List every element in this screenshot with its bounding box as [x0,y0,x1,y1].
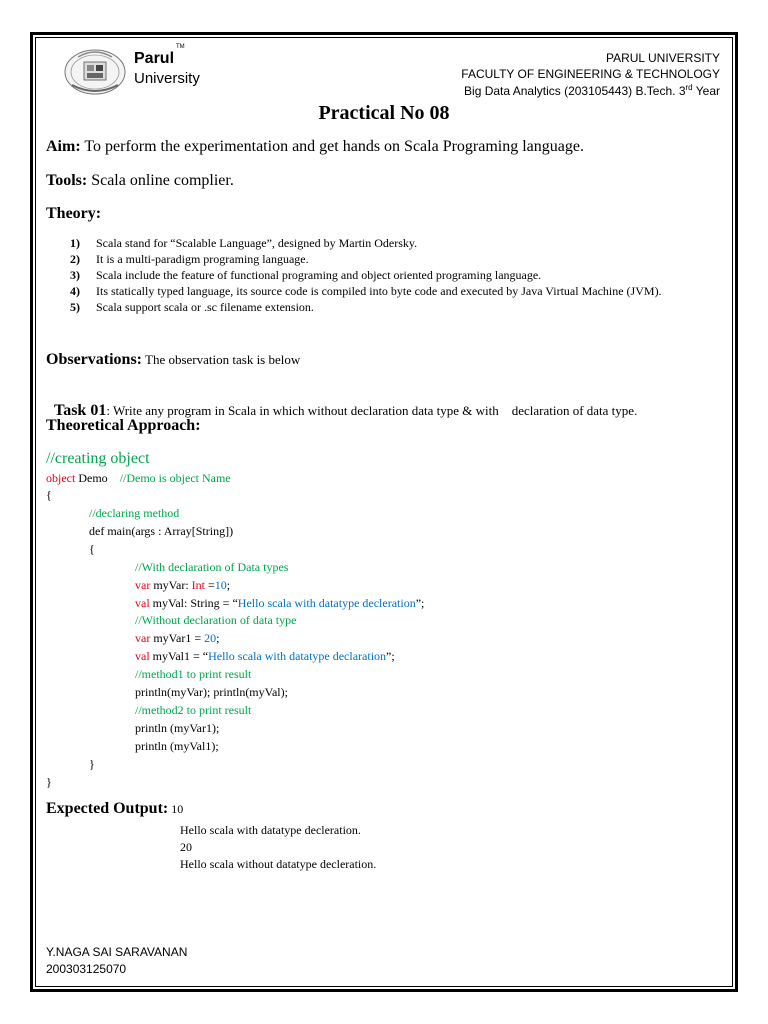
theory-heading: Theory: [46,205,102,222]
theory-item: 1) Scala stand for “Scalable Language”, designed by Martin Odersky. [70,236,418,250]
footer-student-id: 200303125070 [46,962,127,976]
expected-output-label: Expected Output: [46,800,169,817]
code-def-main: def main(args : Array[String]) [89,524,234,538]
tools-line [46,172,234,190]
logo-trademark: TM [176,44,185,50]
observations-line [46,351,300,369]
code-println-1: println(myVar); println(myVal); [135,685,288,699]
theory-item: 5) Scala support scala or .sc filename extension. [70,300,314,314]
code-comment-creating: //creating object [46,450,150,467]
code-comment-with: //With declaration of Data types [135,560,289,574]
code-brace-close-inner: } [89,757,95,771]
expected-output-line-2: 20 [180,840,192,854]
code-line-var-myvar1: var myVar1 = 20; [135,631,220,645]
code-comment-without: //Without declaration of data type [135,613,297,627]
theory-item: 3) Scala include the feature of functional programing and object oriented programing language. [70,268,542,282]
code-comment-method: //declaring method [89,506,180,520]
code-comment-method2: //method2 to print result [135,703,252,717]
aim-text: To perform the experimentation and get hands on Scala Programing language. [80,138,584,155]
code-println-2: println (myVar1); [135,721,220,735]
expected-output-line [46,800,183,818]
code-brace-open: { [46,488,52,502]
code-brace-close: } [46,775,52,789]
aim-line [46,138,584,156]
expected-output-line-1: Hello scala with datatype decleration. [180,823,361,837]
code-comment-method1: //method1 to print result [135,667,252,681]
aim-label: Aim: [46,138,81,155]
expected-output-line-3: Hello scala without datatype decleration. [180,857,377,871]
expected-output-first: 10 [168,802,184,816]
task-text: : Write any program in Scala in which without declaration data type & with declaration of data type. [106,403,638,418]
code-println-3: println (myVal1); [135,739,219,753]
observations-text: The observation task is below [142,352,301,367]
theory-list [70,236,720,316]
task-label: Task 01 [54,402,107,419]
approach-heading: Theoretical Approach: [46,417,201,434]
page-title: Practical No 08 [318,102,450,124]
theory-item: 4) Its statically typed language, its source code is compiled into byte code and executed by Java Virtual Machine (JVM). [70,284,662,298]
code-line-var-myvar: var myVar: Int =10; [135,578,231,592]
tools-text: Scala online complier. [87,172,234,189]
code-object-line: object Demo //Demo is object Name [46,471,231,485]
theory-item: 2) It is a multi-paradigm programing language. [70,252,309,266]
header-faculty: FACULTY OF ENGINEERING & TECHNOLOGY [461,67,720,81]
observations-label: Observations: [46,351,142,368]
header-university: PARUL UNIVERSITY [605,51,720,65]
task-line [46,384,637,420]
tools-label: Tools: [46,172,88,189]
code-brace-open-inner: { [89,542,95,556]
code-line-val-myval: val myVal: String = “Hello scala with datatype decleration”; [135,596,425,610]
footer-student-name: Y.NAGA SAI SARAVANAN [46,945,188,959]
logo-parul-text: Parul [134,50,175,67]
logo-university-text: University [134,70,200,87]
code-line-val-myval1: val myVal1 = “Hello scala with datatype declaration”; [135,649,395,663]
header-course: Big Data Analytics (203105443) B.Tech. 3rd Year [464,83,720,98]
